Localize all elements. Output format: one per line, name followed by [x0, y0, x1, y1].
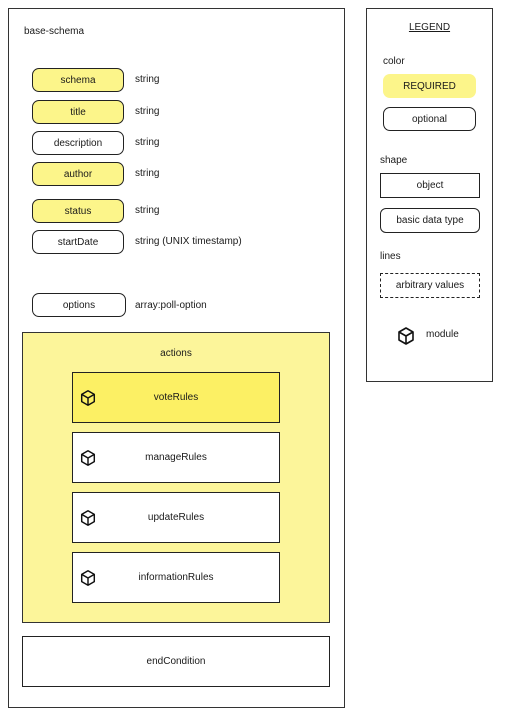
legend-module-label: module	[426, 329, 459, 340]
legend-optional-label: optional	[411, 113, 448, 125]
cube-icon	[79, 509, 97, 527]
legend-lines-heading: lines	[380, 251, 401, 262]
legend-arbitrary-label: arbitrary values	[395, 280, 465, 291]
field-options-type: array:poll-option	[135, 300, 207, 311]
field-title-type: string	[135, 106, 160, 117]
field-schema[interactable]	[32, 68, 124, 92]
cube-icon	[396, 326, 416, 346]
legend-title: LEGEND	[408, 22, 451, 33]
field-status-label: status	[64, 205, 92, 217]
field-author-label: author	[63, 168, 93, 180]
field-description[interactable]	[32, 131, 124, 155]
field-startdate-type: string (UNIX timestamp)	[135, 236, 242, 247]
cube-icon	[79, 449, 97, 467]
module-managerules[interactable]	[72, 432, 280, 483]
legend-basic-type	[380, 208, 480, 233]
module-informationrules-label: informationRules	[138, 572, 214, 583]
field-options[interactable]	[32, 293, 126, 317]
legend-required	[383, 74, 476, 98]
legend-basic-type-label: basic data type	[396, 215, 464, 226]
module-voterules-label: voteRules	[153, 392, 199, 403]
field-description-label: description	[53, 137, 103, 149]
field-author[interactable]	[32, 162, 124, 186]
actions-title: actions	[160, 348, 192, 359]
legend-optional	[383, 107, 476, 131]
legend-object-label: object	[416, 180, 444, 191]
legend-required-label: REQUIRED	[403, 80, 456, 92]
module-updaterules-label: updateRules	[147, 512, 205, 523]
field-description-type: string	[135, 137, 160, 148]
field-status[interactable]	[32, 199, 124, 223]
module-voterules[interactable]	[72, 372, 280, 423]
legend-color-heading: color	[383, 56, 405, 67]
field-title-label: title	[70, 106, 86, 118]
legend-shape-heading: shape	[380, 155, 408, 166]
field-startdate-label: startDate	[57, 236, 99, 248]
legend-arbitrary	[380, 273, 480, 298]
end-condition-label: endCondition	[146, 656, 206, 667]
field-schema-label: schema	[60, 74, 96, 86]
field-author-type: string	[135, 168, 160, 179]
end-condition-box[interactable]	[22, 636, 330, 687]
cube-icon	[79, 569, 97, 587]
module-informationrules[interactable]	[72, 552, 280, 603]
field-schema-type: string	[135, 74, 160, 85]
field-title[interactable]	[32, 100, 124, 124]
module-managerules-label: manageRules	[145, 452, 207, 463]
module-updaterules[interactable]	[72, 492, 280, 543]
field-startdate[interactable]	[32, 230, 124, 254]
legend-object	[380, 173, 480, 198]
field-options-label: options	[62, 299, 96, 311]
field-status-type: string	[135, 205, 160, 216]
schema-title: base-schema	[24, 26, 85, 37]
cube-icon	[79, 389, 97, 407]
